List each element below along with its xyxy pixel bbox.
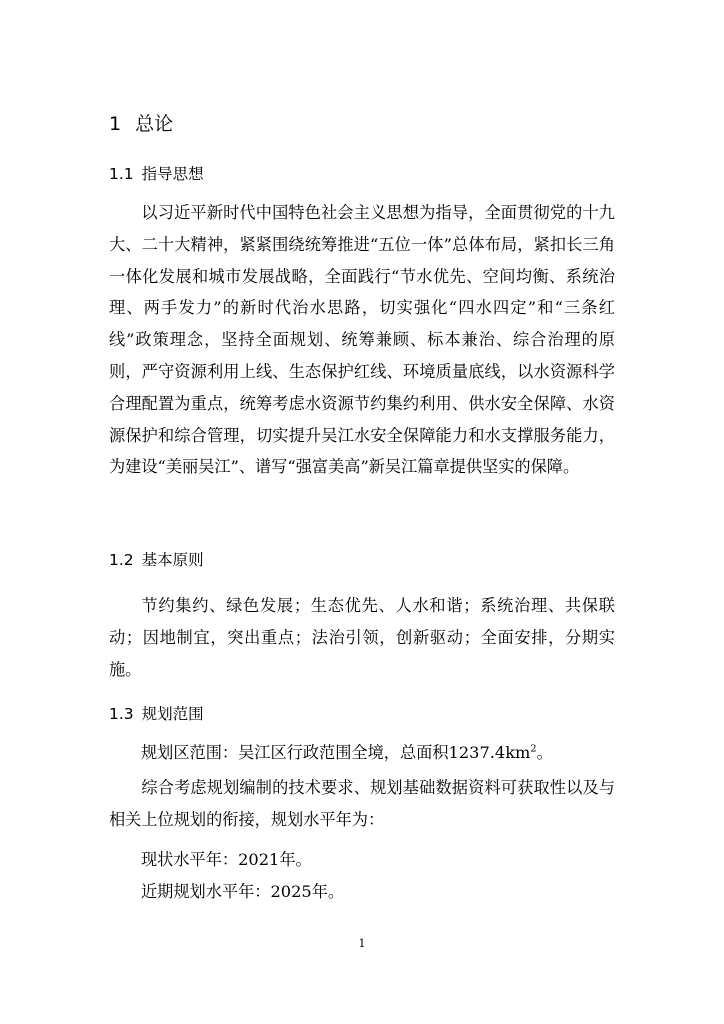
section-number: 1.3 [109,705,134,723]
section-number: 1.1 [109,165,134,183]
planning-scope-text: 规划区范围：吴江区行政范围全境，总面积1237.4km [141,743,531,762]
section-title: 规划范围 [141,705,204,723]
basic-principles-paragraph: 节约集约、绿色发展；生态优先、人水和谐；系统治理、共保联动；因地制宜，突出重点；法治引领，创新驱动；全面安排，分期实施。 [109,596,615,679]
section-title: 基本原则 [141,551,204,569]
planning-scope-line [141,741,553,765]
area-unit-superscript: 2 [530,743,537,755]
guiding-thought-paragraph: 以习近平新时代中国特色社会主义思想为指导，全面贯彻党的十九大、二十大精神，紧紧围绕统筹推进“五位一体”总体布局，紧扣长三角一体化发展和城市发展战略，全面践行“节水优先、空间均衡、系统治理、两手发力”的新时代治水思路，切实强化“四水四定”和“三条红线”政策理念，坚持全面规划、统筹兼顾、标本兼治、综合治理的原则，严守资源利用上线、生态保护红线、环境质量底线，以水资源科学合理配置为重点，统筹考虑水资源节约集约利用、供水安全保障、水资源保护和综合管理，切实提升吴江水安全保障能力和水支撑服务能力，为建设“美丽吴江”、谱写“强富美高”新吴江篇章提供坚实的保障。 [109,203,615,477]
page-number: 1 [358,937,366,950]
section-number: 1.2 [109,551,134,569]
near-term-year-line: 近期规划水平年：2025年。 [141,882,345,901]
section-heading-1-1 [109,163,204,185]
chapter-title: 总论 [135,113,174,135]
current-year-line: 现状水平年：2021年。 [141,850,312,869]
section-heading-1-3 [109,703,204,725]
section-title: 指导思想 [141,165,204,183]
planning-horizon-paragraph: 综合考虑规划编制的技术要求、规划基础数据资料可获取性以及与相关上位规划的衔接，规划水平年为： [109,778,615,829]
chapter-heading [109,111,173,137]
planning-scope-end: 。 [536,743,553,762]
section-heading-1-2 [109,549,204,571]
chapter-number: 1 [109,113,122,135]
